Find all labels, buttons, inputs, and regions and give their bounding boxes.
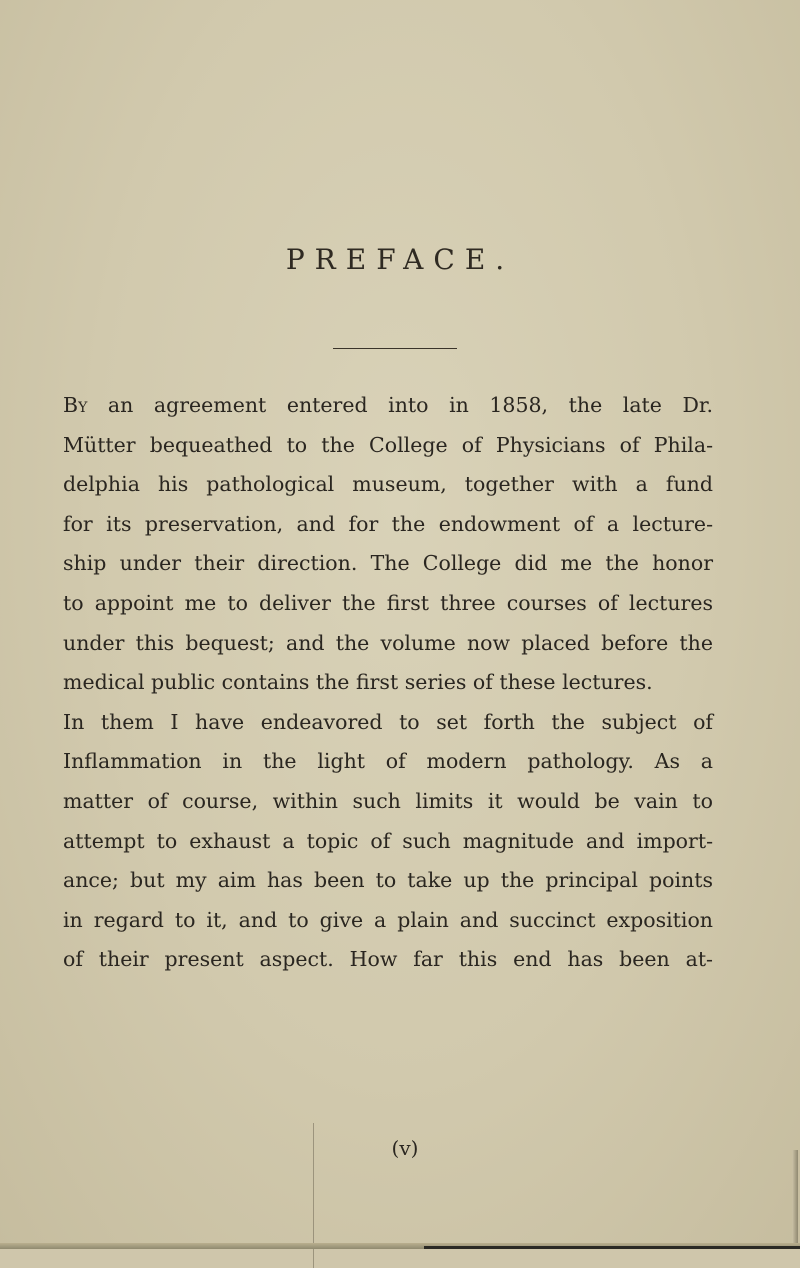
page-number: (v) bbox=[391, 1136, 419, 1160]
text-line: Inflammation in the light of modern pathology. As a bbox=[63, 749, 713, 774]
text-line: ance; but my aim has been to take up the principal points bbox=[63, 868, 713, 893]
text-line: medical public contains the first series of these lectures. bbox=[63, 670, 653, 695]
text-line: attempt to exhaust a topic of such magnitude and import- bbox=[63, 828, 713, 853]
page-edge-shadow bbox=[792, 1150, 798, 1249]
text-line: under this bequest; and the volume now placed before the bbox=[63, 630, 713, 655]
text-line: in regard to it, and to give a plain and succinct exposition bbox=[63, 907, 713, 932]
preface-body bbox=[63, 386, 713, 980]
text-line: of their present aspect. How far this end has been at- bbox=[63, 947, 713, 972]
title-rule bbox=[333, 348, 457, 349]
text-line bbox=[63, 386, 713, 426]
text-line: matter of course, within such limits it would be vain to bbox=[63, 788, 713, 813]
text-line: ship under their direction. The College did me the honor bbox=[63, 551, 713, 576]
page-title: PREFACE. bbox=[285, 243, 515, 276]
opening-word: By bbox=[63, 393, 88, 417]
text-line: to appoint me to deliver the first three courses of lectures bbox=[63, 590, 713, 615]
text-line: Mütter bequeathed to the College of Physicians of Phila- bbox=[63, 432, 713, 457]
text-line: delphia his pathological museum, together with a fund bbox=[63, 472, 713, 497]
text-line: In them I have endeavored to set forth the subject of bbox=[63, 709, 713, 734]
line-text: an agreement entered into in 1858, the late Dr. bbox=[107, 393, 713, 417]
text-line: for its preservation, and for the endowment of a lecture- bbox=[63, 511, 713, 536]
